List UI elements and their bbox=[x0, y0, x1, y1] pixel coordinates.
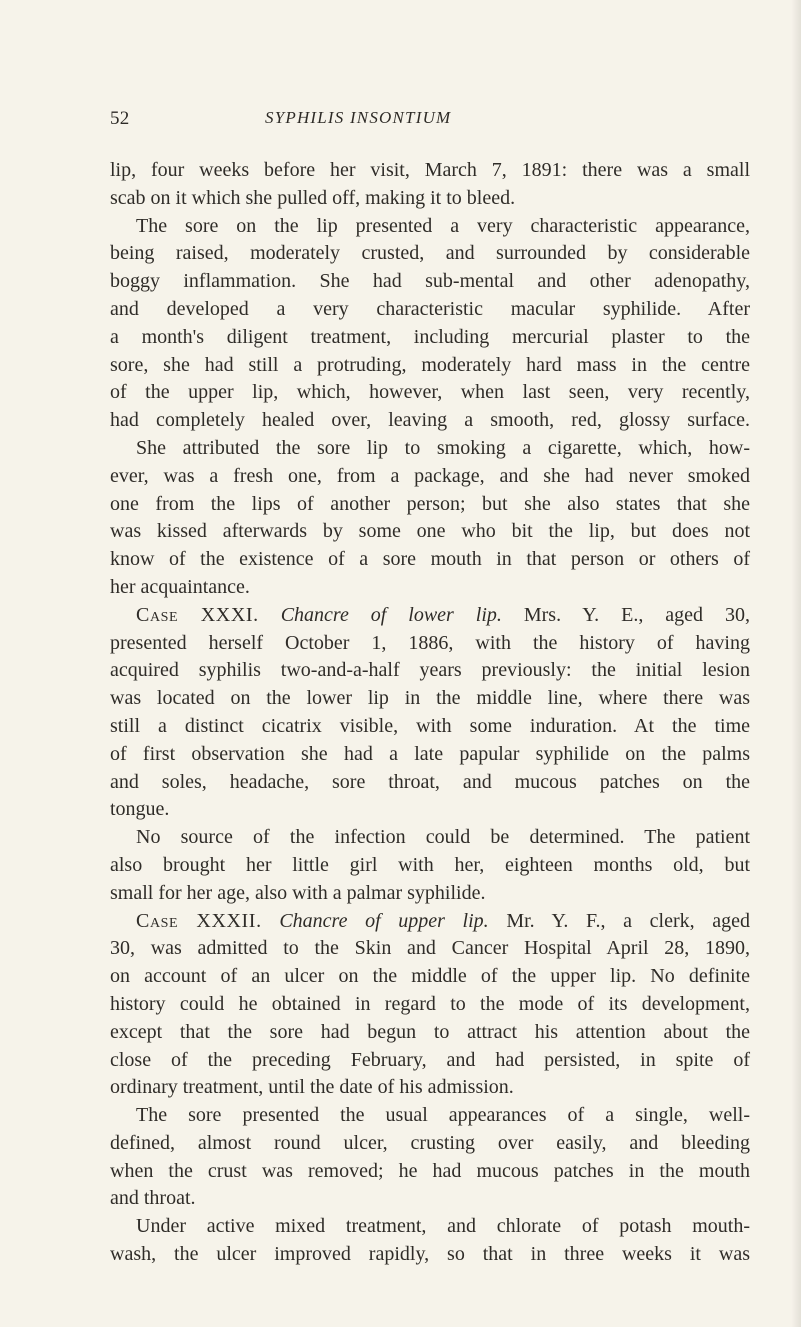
text-line: on account of an ulcer on the middle of the upper lip. No definite bbox=[110, 965, 750, 988]
page-header bbox=[110, 108, 750, 132]
text-line: The sore presented the usual appearances of a single, well- bbox=[136, 1104, 750, 1127]
text-line: and throat. bbox=[110, 1187, 196, 1210]
page-number: 52 bbox=[110, 108, 130, 129]
text-line: close of the preceding February, and had persisted, in spite of bbox=[110, 1048, 750, 1071]
case-heading-line bbox=[110, 602, 750, 630]
text-line: Under active mixed treatment, and chlorate of potash mouth- bbox=[136, 1215, 750, 1238]
text-line: small for her age, also with a palmar syphilide. bbox=[110, 881, 486, 904]
text-line: know of the existence of a sore mouth in that person or others of bbox=[110, 548, 750, 571]
text-line: her acquaintance. bbox=[110, 575, 250, 598]
text-line: had completely healed over, leaving a smooth, red, glossy surface. bbox=[110, 409, 750, 432]
text-line: of the upper lip, which, however, when last seen, very recently, bbox=[110, 381, 750, 404]
text-line: The sore on the lip presented a very characteristic appearance, bbox=[136, 214, 750, 237]
text-line: was kissed afterwards by some one who bit the lip, but does not bbox=[110, 520, 750, 543]
text-line: when the crust was removed; he had mucous patches in the mouth bbox=[110, 1159, 750, 1182]
text-line: 30, was admitted to the Skin and Cancer Hospital April 28, 1890, bbox=[110, 937, 750, 960]
text-line: still a distinct cicatrix visible, with some induration. At the time bbox=[110, 714, 750, 737]
text-line: of first observation she had a late papular syphilide on the palms bbox=[110, 742, 750, 765]
case-details: Mrs. Y. E., aged 30, bbox=[523, 603, 750, 626]
text-line: lip, four weeks before her visit, March 7, 1891: there was a small bbox=[110, 159, 750, 181]
text-line: tongue. bbox=[110, 798, 170, 821]
text-line: a month's diligent treatment, including mercurial plaster to the bbox=[110, 325, 750, 348]
text-line: No source of the infection could be determined. The patient bbox=[136, 826, 750, 849]
text-line: defined, almost round ulcer, crusting over easily, and bleeding bbox=[110, 1131, 750, 1154]
text-line: also brought her little girl with her, eighteen months old, but bbox=[110, 853, 750, 876]
text-line: She attributed the sore lip to smoking a cigarette, which, how- bbox=[136, 436, 750, 459]
case-details: Mr. Y. F., a clerk, aged bbox=[506, 909, 751, 932]
text-line: wash, the ulcer improved rapidly, so that in three weeks it was bbox=[110, 1243, 750, 1266]
case-title: Chancre of lower lip. bbox=[280, 603, 502, 626]
page-edge-shadow bbox=[791, 0, 801, 1327]
text-line: presented herself October 1, 1886, with the history of having bbox=[110, 631, 750, 654]
case-label: Case XXXII. bbox=[136, 909, 262, 932]
text-line: and soles, headache, sore throat, and mucous patches on the bbox=[110, 770, 750, 793]
text-line: ordinary treatment, until the date of his admission. bbox=[110, 1076, 514, 1099]
text-line: being raised, moderately crusted, and surrounded by considerable bbox=[110, 242, 750, 265]
case-heading-line bbox=[110, 908, 750, 936]
text-line: acquired syphilis two-and-a-half years previously: the initial lesion bbox=[110, 659, 750, 682]
running-head: SYPHILIS INSONTIUM bbox=[265, 108, 452, 127]
body-text bbox=[110, 157, 750, 1269]
text-line: history could he obtained in regard to the mode of its development, bbox=[110, 992, 750, 1015]
text-line: ever, was a fresh one, from a package, and she had never smoked bbox=[110, 464, 750, 487]
text-line: was located on the lower lip in the middle line, where there was bbox=[110, 687, 750, 710]
text-line: and developed a very characteristic macular syphilide. After bbox=[110, 297, 750, 320]
text-line: sore, she had still a protruding, moderately hard mass in the centre bbox=[110, 353, 750, 376]
text-line: scab on it which she pulled off, making it to bleed. bbox=[110, 186, 516, 209]
case-title: Chancre of upper lip. bbox=[279, 909, 489, 932]
case-label: Case XXXI. bbox=[136, 603, 259, 626]
text-line: boggy inflammation. She had sub-mental and other adenopathy, bbox=[110, 270, 750, 293]
text-line: except that the sore had begun to attract his attention about the bbox=[110, 1020, 750, 1043]
text-line: one from the lips of another person; but she also states that she bbox=[110, 492, 750, 515]
